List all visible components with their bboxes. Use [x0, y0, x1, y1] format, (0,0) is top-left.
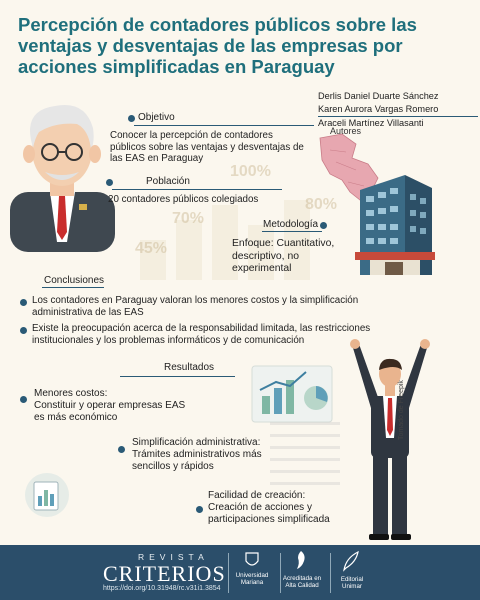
- author-name: Derlis Daniel Duarte Sánchez: [318, 91, 439, 101]
- objetivo-text: Conocer la percepción de contadores públicos sobre las ventajas y desventajas de las EAS en Paraguay: [110, 130, 304, 164]
- footer-separator: [280, 553, 281, 593]
- authors-list: [318, 90, 478, 130]
- author-name: Araceli Martínez Villasanti: [318, 118, 424, 128]
- conclusion-item: Los contadores en Paraguay valoran los menores costos y la simplificación administrativa de las EAS: [32, 295, 359, 318]
- metodologia-text: Enfoque: Cuantitativo, descriptivo, no experimental: [232, 238, 335, 274]
- accreditation-icon: [292, 549, 310, 571]
- conclusiones-underline: [42, 287, 104, 288]
- footer-separator: [228, 553, 229, 593]
- poblacion-dot: [106, 179, 113, 186]
- resultados-line: [120, 376, 235, 377]
- footer-criterios-logo[interactable]: CRITERIOS: [103, 561, 226, 586]
- footer-doi-link[interactable]: https://doi.org/10.31948/rc.v31i1.3854: [103, 585, 221, 592]
- background-number: 80%: [305, 196, 338, 213]
- university-seal-icon: [244, 551, 260, 569]
- building-illustration: [350, 170, 440, 280]
- metodologia-dot: [320, 222, 327, 229]
- metodologia-label: Metodología: [263, 219, 319, 230]
- editorial-feather-icon: [340, 550, 362, 572]
- footer-separator: [330, 553, 331, 593]
- poblacion-label: Población: [146, 176, 190, 187]
- resultado-dot: [196, 506, 203, 513]
- image-credit: Tomado de Freepik: [398, 380, 405, 440]
- poblacion-text: 20 contadores públicos colegiados: [108, 194, 259, 205]
- footer-logo-acreditada[interactable]: Acreditada en Alta Calidad: [282, 575, 322, 589]
- objetivo-dot: [128, 115, 135, 122]
- poblacion-underline: [112, 189, 282, 190]
- conclusion-dot: [20, 327, 27, 334]
- author-name: Karen Aurora Vargas Romero: [318, 103, 478, 118]
- page-title: Percepción de contadores públicos sobre las ventajas y desventajas de las empresas por acciones simplificadas en Paraguay: [18, 14, 417, 77]
- resultado-title: Simplificación administrativa:: [132, 437, 261, 448]
- resultado-title: Facilidad de creación:: [208, 490, 306, 501]
- resultado-text: Creación de acciones y participaciones simplificada: [208, 502, 330, 525]
- resultado-title: Menores costos:: [34, 388, 108, 399]
- metodologia-underline: [262, 231, 322, 232]
- conclusiones-label: Conclusiones: [44, 275, 105, 286]
- businessman-illustration: [345, 338, 435, 543]
- footer-logo-editorial[interactable]: Editorial Unimar: [340, 576, 364, 590]
- authors-label: Autores: [330, 126, 362, 136]
- background-number: 70%: [172, 210, 205, 227]
- report-chart-icon: [22, 470, 72, 520]
- objetivo-underline: [134, 125, 314, 126]
- resultado-text: Constituir y operar empresas EAS es más económico: [34, 400, 186, 423]
- conclusion-item: Existe la preocupación acerca de la responsabilidad limitada, las restricciones institucionales y los problemas informáticos y de comunicación: [32, 323, 371, 346]
- objetivo-label: Objetivo: [138, 112, 175, 123]
- background-number: 100%: [230, 163, 271, 180]
- resultado-dot: [118, 446, 125, 453]
- background-number: 45%: [135, 240, 168, 257]
- footer-logo-universidad[interactable]: Universidad Mariana: [235, 572, 269, 586]
- elderly-man-illustration: [5, 92, 120, 252]
- resultado-text: Trámites administrativos más sencillos y rápidos: [132, 449, 262, 472]
- footer-revista: REVISTA: [138, 552, 209, 562]
- resultados-label: Resultados: [164, 362, 215, 373]
- conclusion-dot: [20, 299, 27, 306]
- resultado-dot: [20, 396, 27, 403]
